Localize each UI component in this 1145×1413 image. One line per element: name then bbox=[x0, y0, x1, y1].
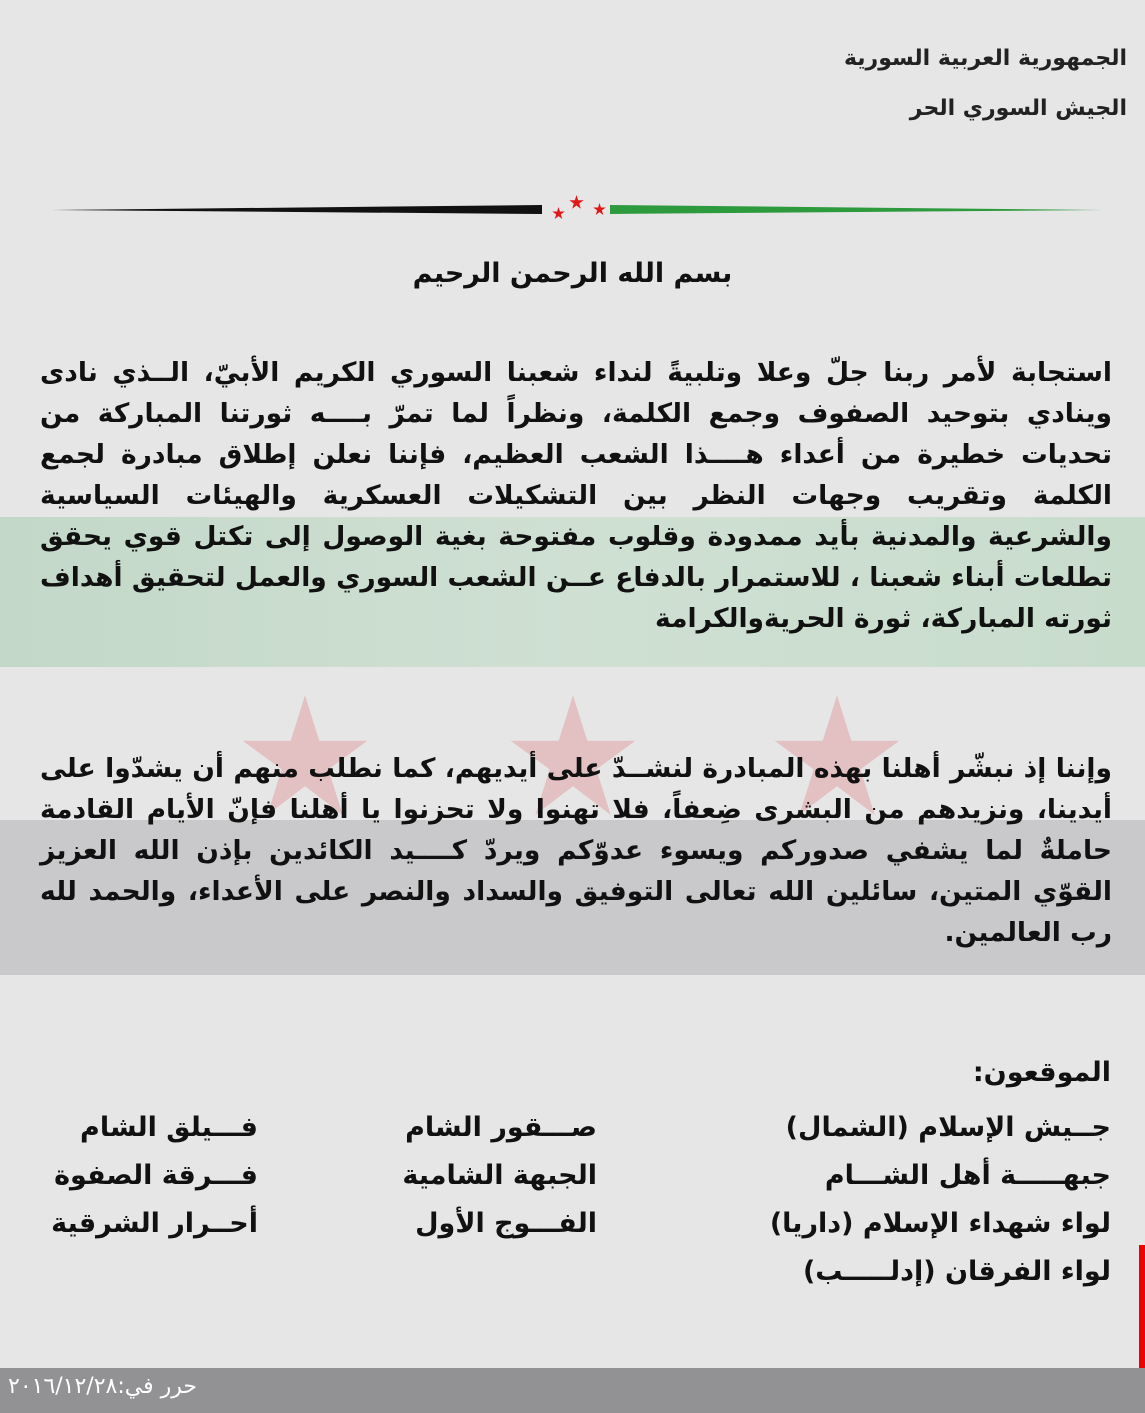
statement-paragraph-2: وإننا إذ نبشّر أهلنا بهذه المبادرة لنشــدّ على أيديهم، كما نطلب منهم أن يشدّوا على أيدينا، ونزيدهم من البشرى ضِعفاً، فلا تهنوا ولا تحزنوا يا أهلنا فإنّ الأيام القادمة حاملةٌ لما يشفي صدوركم ويسوء عدوّكم ويردّ كــــيد الكائدين بإذن الله العزيز القوّي المتين، سائلين الله تعالى التوفيق والسداد والنصر على الأعداء، والحمد لله رب العالمين. bbox=[40, 753, 1112, 948]
basmala-heading: بسم الله الرحمن الرحيم bbox=[412, 258, 733, 289]
flag-divider bbox=[52, 195, 1102, 225]
divider-black-line bbox=[52, 205, 542, 214]
red-edge-bar bbox=[1139, 1245, 1145, 1368]
signatories-column-3 bbox=[51, 1104, 258, 1248]
letterhead bbox=[844, 34, 1127, 134]
signatories-column-2 bbox=[402, 1104, 597, 1248]
signatory: فـــيلق الشام bbox=[80, 1112, 258, 1143]
issue-date: حرر في:٢٠١٦/١٢/٢٨ bbox=[8, 1374, 197, 1399]
letterhead-organization: الجيش السوري الحر bbox=[909, 96, 1127, 121]
signatory: جبهـــــة أهل الشـــام bbox=[824, 1160, 1111, 1191]
statement-paragraph-1: استجابة لأمر ربنا جلّ وعلا وتلبيةً لنداء شعبنا السوري الكريم الأبيّ، الــذي نادى وينادي بتوحيد الصفوف وجمع الكلمة، ونظراً لما تمرّ بــــه ثورتنا المباركة من تحديات خطيرة من أعداء هــــذا الشعب العظيم، فإننا نعلن إطلاق مبادرة لجمع الكلمة وتقريب وجهات النظر بين التشكيلات العسكرية والهيئات السياسية والشرعية والمدنية بأيد ممدودة وقلوب مفتوحة بغية الوصول إلى تكتل قوي يحقق تطلعات أبناء شعبنا ، للاستمرار بالدفاع عــن الشعب السوري والعمل لتحقيق أهداف ثورته المباركة، ثورة الحريةوالكرامة bbox=[40, 357, 1112, 634]
star-icon bbox=[593, 203, 605, 215]
signatories-column-1 bbox=[770, 1104, 1111, 1296]
footer-bar bbox=[0, 1368, 1145, 1413]
letterhead-country: الجمهورية العربية السورية bbox=[843, 46, 1127, 71]
signatory: فـــرقة الصفوة bbox=[54, 1160, 258, 1191]
star-icon bbox=[569, 195, 583, 209]
signatory: أحــرار الشرقية bbox=[51, 1208, 258, 1239]
signatory: لواء الفرقان (إدلـــــب) bbox=[802, 1256, 1111, 1287]
signatory: لواء شهداء الإسلام (داريا) bbox=[769, 1208, 1111, 1239]
signatory: الفـــوج الأول bbox=[415, 1208, 597, 1239]
star-icon bbox=[552, 207, 564, 219]
signatories-title: الموقعون: bbox=[972, 1057, 1111, 1088]
divider-green-line bbox=[610, 205, 1102, 214]
signatory: جــيش الإسلام (الشمال) bbox=[785, 1112, 1111, 1143]
signatory: الجبهة الشامية bbox=[402, 1160, 597, 1191]
signatory: صـــقور الشام bbox=[405, 1112, 597, 1143]
